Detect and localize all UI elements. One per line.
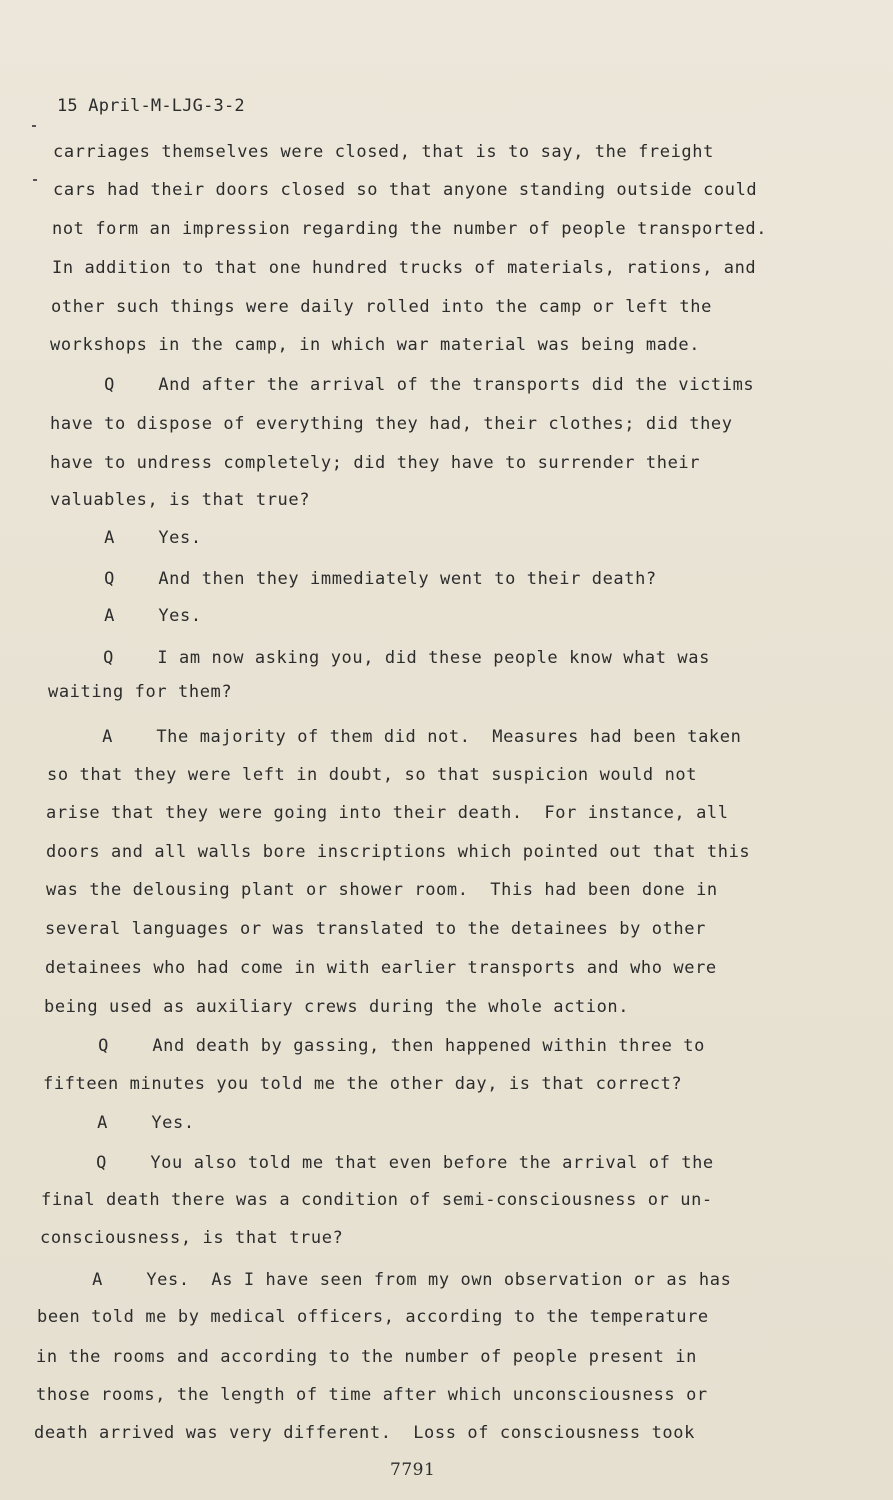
body-line: In addition to that one hundred trucks of materials, rations, and — [52, 258, 757, 278]
body-line: detainees who had come in with earlier transports and who were — [45, 958, 717, 978]
body-line: have to dispose of everything they had, their clothes; did they — [50, 414, 733, 434]
body-line: workshops in the camp, in which war material was being made. — [50, 335, 701, 355]
body-line: A The majority of them did not. Measures had been taken — [48, 727, 742, 747]
body-line: being used as auxiliary crews during the whole action. — [44, 997, 630, 1017]
body-line: in the rooms and according to the number of people present in — [36, 1347, 697, 1367]
body-line: carriages themselves were closed, that is to say, the freight — [53, 142, 714, 162]
body-line: death arrived was very different. Loss of consciousness took — [34, 1423, 695, 1443]
body-line: other such things were daily rolled into the camp or left the — [51, 297, 712, 317]
body-line: have to undress completely; did they have to surrender their — [50, 453, 701, 473]
body-line: several languages or was translated to the detainees by other — [45, 919, 706, 939]
body-line: waiting for them? — [48, 682, 233, 702]
body-line: A Yes. — [50, 606, 202, 626]
body-line: fifteen minutes you told me the other day, is that correct? — [43, 1074, 683, 1094]
body-line: A Yes. — [43, 1113, 195, 1133]
body-line: A Yes. As I have seen from my own observation or as has — [38, 1270, 732, 1290]
body-line: cars had their doors closed so that anyone standing outside could — [53, 180, 758, 200]
body-line: final death there was a condition of semi-consciousness or un- — [41, 1190, 713, 1210]
body-line: been told me by medical officers, according to the temperature — [37, 1307, 709, 1327]
body-line: those rooms, the length of time after which unconsciousness or — [36, 1385, 708, 1405]
body-line: Q And after the arrival of the transports did the victims — [50, 375, 755, 395]
body-line: consciousness, is that true? — [40, 1228, 344, 1248]
page-header-id: 15 April-M-LJG-3-2 — [57, 96, 245, 116]
margin-mark — [33, 179, 37, 181]
body-line: Q And death by gassing, then happened within three to — [44, 1036, 705, 1056]
margin-mark — [32, 125, 36, 127]
page-number: 7791 — [390, 1460, 436, 1480]
body-line: A Yes. — [50, 528, 202, 548]
body-line: Q And then they immediately went to their death? — [50, 569, 657, 589]
body-line: not form an impression regarding the number of people transported. — [52, 219, 768, 239]
body-line: valuables, is that true? — [50, 490, 311, 510]
body-line: doors and all walls bore inscriptions which pointed out that this — [46, 842, 751, 862]
body-line: Q You also told me that even before the arrival of the — [42, 1153, 714, 1173]
body-line: arise that they were going into their death. For instance, all — [46, 803, 729, 823]
body-line: so that they were left in doubt, so that suspicion would not — [47, 765, 698, 785]
body-line: Q I am now asking you, did these people know what was — [49, 648, 710, 668]
body-line: was the delousing plant or shower room. This had been done in — [46, 880, 718, 900]
